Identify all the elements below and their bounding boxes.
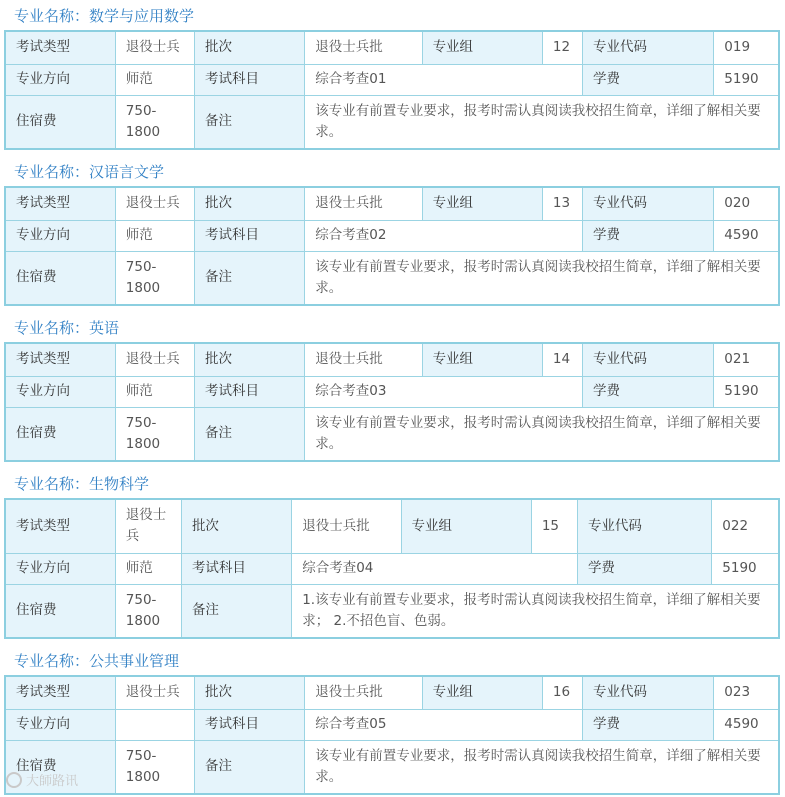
major-title [14, 652, 179, 670]
major-name: 英语 [89, 319, 120, 337]
exam-type-value: 退役士兵 [115, 187, 194, 220]
code-value: 022 [712, 499, 779, 553]
table-row [5, 499, 779, 553]
exam-type-label: 考试类型 [5, 499, 115, 553]
major-info-table [4, 498, 780, 639]
major-info-table [4, 342, 780, 462]
direction-label: 专业方向 [5, 64, 115, 95]
tuition-value: 5190 [714, 64, 779, 95]
major-title [14, 7, 194, 25]
remark-label: 备注 [194, 251, 304, 305]
code-value: 021 [714, 343, 779, 376]
exam-type-label: 考试类型 [5, 187, 115, 220]
table-row [5, 740, 779, 794]
group-value: 16 [542, 676, 582, 709]
lodging-value: 750-1800 [115, 251, 194, 305]
watermark [6, 770, 78, 789]
subject-label: 考试科目 [194, 709, 304, 740]
remark-value: 该专业有前置专业要求，报考时需认真阅读我校招生简章，详细了解相关要求。 [305, 740, 779, 794]
direction-value: 师范 [115, 64, 194, 95]
batch-value: 退役士兵批 [305, 676, 422, 709]
subject-value: 综合考查04 [292, 553, 578, 584]
batch-label: 批次 [181, 499, 291, 553]
watermark-text: 大師路讯 [26, 774, 79, 789]
subject-value: 综合考查01 [305, 64, 583, 95]
lodging-label: 住宿费 [5, 407, 115, 461]
table-row [5, 407, 779, 461]
subject-value: 综合考查05 [305, 709, 583, 740]
lodging-label: 住宿费 [5, 95, 115, 149]
exam-type-label: 考试类型 [5, 343, 115, 376]
direction-value: 师范 [115, 220, 194, 251]
code-label: 专业代码 [582, 187, 713, 220]
direction-value: 师范 [115, 376, 194, 407]
group-label: 专业组 [401, 499, 531, 553]
subject-label: 考试科目 [194, 220, 304, 251]
tuition-label: 学费 [582, 709, 713, 740]
major-title-prefix: 专业名称： [14, 319, 90, 337]
remark-label: 备注 [194, 407, 304, 461]
major-title-prefix: 专业名称： [14, 652, 90, 670]
watermark-logo-icon [6, 772, 22, 788]
major-title [14, 319, 119, 337]
remark-value: 该专业有前置专业要求，报考时需认真阅读我校招生简章，详细了解相关要求。 [305, 95, 779, 149]
group-label: 专业组 [422, 676, 542, 709]
batch-value: 退役士兵批 [305, 31, 422, 64]
group-value: 12 [542, 31, 582, 64]
table-row [5, 676, 779, 709]
exam-type-value: 退役士兵 [115, 343, 194, 376]
remark-value: 1.该专业有前置专业要求，报考时需认真阅读我校招生简章，详细了解相关要求； 2.不招色盲、色弱。 [292, 584, 779, 638]
group-label: 专业组 [422, 343, 542, 376]
lodging-label: 住宿费 [5, 584, 115, 638]
code-label: 专业代码 [582, 676, 713, 709]
group-value: 13 [542, 187, 582, 220]
major-title-prefix: 专业名称： [14, 7, 90, 25]
exam-type-label: 考试类型 [5, 31, 115, 64]
exam-type-value: 退役士兵 [115, 676, 194, 709]
major-title-prefix: 专业名称： [14, 475, 90, 493]
table-row [5, 251, 779, 305]
direction-label: 专业方向 [5, 553, 115, 584]
subject-value: 综合考查03 [305, 376, 583, 407]
subject-label: 考试科目 [194, 376, 304, 407]
code-label: 专业代码 [577, 499, 711, 553]
direction-label: 专业方向 [5, 220, 115, 251]
tuition-label: 学费 [577, 553, 711, 584]
table-row [5, 31, 779, 64]
subject-label: 考试科目 [194, 64, 304, 95]
tuition-value: 4590 [714, 709, 779, 740]
group-label: 专业组 [422, 31, 542, 64]
major-title-prefix: 专业名称： [14, 163, 90, 181]
batch-value: 退役士兵批 [292, 499, 401, 553]
exam-type-value: 退役士兵 [115, 31, 194, 64]
table-row [5, 64, 779, 95]
tuition-value: 5190 [712, 553, 779, 584]
lodging-value: 750-1800 [115, 740, 194, 794]
subject-value: 综合考查02 [305, 220, 583, 251]
tuition-label: 学费 [582, 64, 713, 95]
remark-label: 备注 [181, 584, 291, 638]
code-value: 023 [714, 676, 779, 709]
exam-type-label: 考试类型 [5, 676, 115, 709]
major-info-table [4, 30, 780, 150]
exam-type-value: 退役士兵 [115, 499, 181, 553]
code-value: 020 [714, 187, 779, 220]
group-value: 15 [531, 499, 577, 553]
major-name: 公共事业管理 [89, 652, 180, 670]
batch-label: 批次 [194, 676, 304, 709]
remark-label: 备注 [194, 95, 304, 149]
tuition-value: 5190 [714, 376, 779, 407]
table-row [5, 553, 779, 584]
remark-label: 备注 [194, 740, 304, 794]
batch-value: 退役士兵批 [305, 187, 422, 220]
major-title [14, 163, 164, 181]
major-info-table [4, 186, 780, 306]
major-name: 数学与应用数学 [89, 7, 195, 25]
group-value: 14 [542, 343, 582, 376]
remark-value: 该专业有前置专业要求，报考时需认真阅读我校招生简章，详细了解相关要求。 [305, 251, 779, 305]
table-row [5, 187, 779, 220]
table-row [5, 376, 779, 407]
major-name: 汉语言文学 [89, 163, 165, 181]
major-info-table [4, 675, 780, 795]
subject-label: 考试科目 [181, 553, 291, 584]
tuition-label: 学费 [582, 376, 713, 407]
lodging-value: 750-1800 [115, 584, 181, 638]
batch-label: 批次 [194, 343, 304, 376]
code-label: 专业代码 [582, 31, 713, 64]
lodging-value: 750-1800 [115, 407, 194, 461]
lodging-label: 住宿费 [5, 251, 115, 305]
table-row [5, 584, 779, 638]
direction-value [115, 709, 194, 740]
lodging-value: 750-1800 [115, 95, 194, 149]
remark-value: 该专业有前置专业要求，报考时需认真阅读我校招生简章，详细了解相关要求。 [305, 407, 779, 461]
tuition-value: 4590 [714, 220, 779, 251]
tuition-label: 学费 [582, 220, 713, 251]
table-row [5, 343, 779, 376]
direction-value: 师范 [115, 553, 181, 584]
table-row [5, 709, 779, 740]
code-label: 专业代码 [582, 343, 713, 376]
major-title [14, 475, 149, 493]
group-label: 专业组 [422, 187, 542, 220]
batch-label: 批次 [194, 31, 304, 64]
lodging-label: 住宿费 [5, 740, 115, 794]
batch-value: 退役士兵批 [305, 343, 422, 376]
table-row [5, 95, 779, 149]
direction-label: 专业方向 [5, 709, 115, 740]
table-row [5, 220, 779, 251]
code-value: 019 [714, 31, 779, 64]
direction-label: 专业方向 [5, 376, 115, 407]
major-name: 生物科学 [89, 475, 150, 493]
batch-label: 批次 [194, 187, 304, 220]
